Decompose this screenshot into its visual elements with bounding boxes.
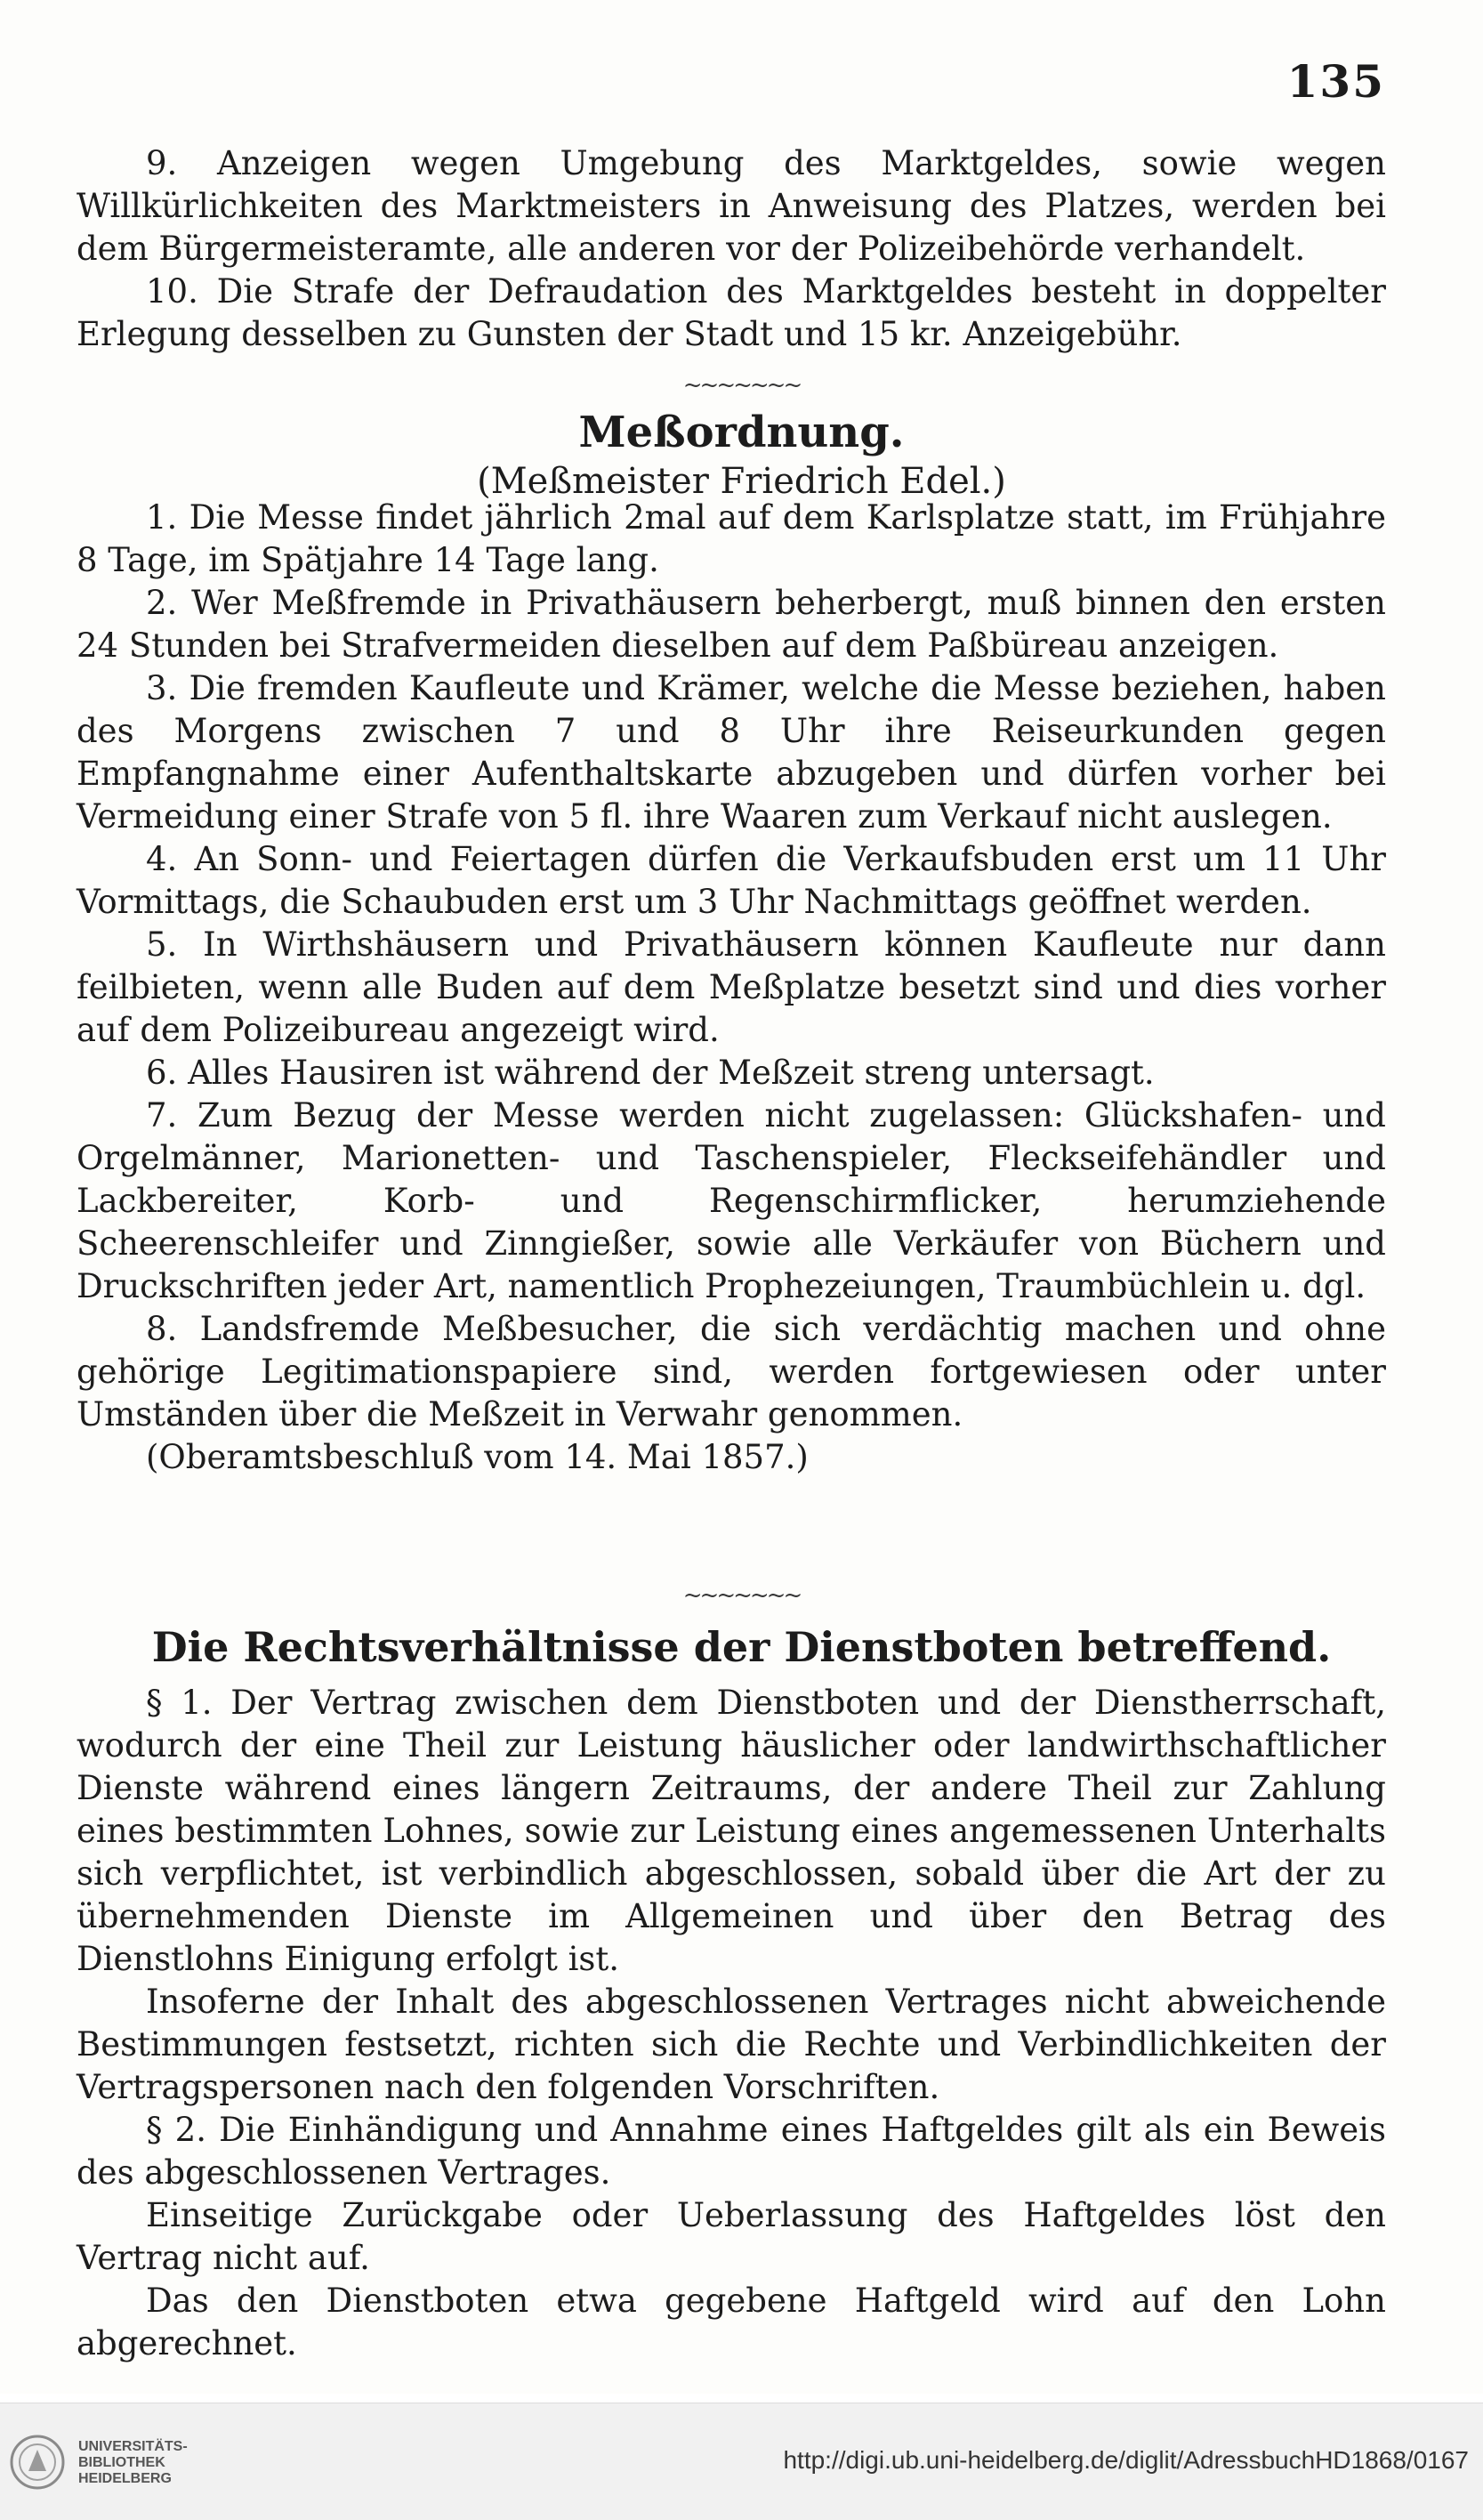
library-line: HEIDELBERG: [78, 2471, 172, 2486]
market-fee-paragraph-10: 10. Die Strafe der Defraudation des Marktgeldes besteht in doppelter Erlegung desselben zu Gunsten der Stadt und 15 kr. Anzeigebühr.: [77, 272, 1386, 353]
fair-rule-paragraph: 4. An Sonn- und Feiertagen dürfen die Verkaufsbuden erst um 11 Uhr Vormittags, die Schaubuden erst um 3 Uhr Nachmittags geöffnet werden.: [77, 840, 1386, 921]
fair-rules-closing: (Oberamtsbeschluß vom 14. Mai 1857.): [146, 1438, 809, 1476]
servants-paragraph: § 1. Der Vertrag zwischen dem Dienstboten und der Dienstherrschaft, wodurch der eine Theil zur Leistung häuslicher oder landwirthschaftlicher Dienste während eines längern Zeitraums, der andere Theil zur Zahlung eines bestimmten Lohnes, sowie zur Leistung eines angemessenen Unterhalts sich verpflichtet, ist verbindlich abgeschlossen, sobald über die Art der zu übernehmenden Dienste im Allgemeinen und über den Betrag des Dienstlohns Einigung erfolgt ist.: [77, 1684, 1386, 1978]
source-url-link[interactable]: http://digi.ub.uni-heidelberg.de/diglit/AdressbuchHD1868/0167: [783, 2446, 1469, 2474]
fair-rules-section: [77, 497, 1386, 1479]
page-number: 135: [1286, 55, 1385, 108]
fair-rule-paragraph: 7. Zum Bezug der Messe werden nicht zugelassen: Glückshafen- und Orgelmänner, Marionetten- und Taschenspieler, Fleckseifehändler und Lackbereiter, Korb- und Regenschirmflicker, herumziehende Scheerenschleifer und Zinngießer, sowie alle Verkäufer von Büchern und Druckschriften jeder Art, namentlich Prophezeiungen, Traumbüchlein u. dgl.: [77, 1096, 1386, 1305]
market-fee-paragraph-9: 9. Anzeigen wegen Umgebung des Marktgeldes, sowie wegen Willkürlichkeiten des Marktmeisters in Anweisung des Platzes, werden bei dem Bürgermeisteramte, alle anderen vor der Polizeibehörde verhandelt.: [77, 144, 1386, 268]
fair-rule-paragraph: 1. Die Messe findet jährlich 2mal auf dem Karlsplatze statt, im Frühjahre 8 Tage, im Spätjahre 14 Tage lang.: [77, 498, 1386, 579]
section-separator: ~~~~~~~: [682, 1582, 801, 1609]
fair-rule-paragraph: 8. Landsfremde Meßbesucher, die sich verdächtig machen und ohne gehörige Legitimationspapiere sind, werden fortgewiesen oder unter Umständen über die Meßzeit in Verwahr genommen.: [77, 1310, 1386, 1434]
servants-paragraph: § 2. Die Einhändigung und Annahme eines Haftgeldes gilt als ein Beweis des abgeschlossenen Vertrages.: [77, 2111, 1386, 2192]
fair-rule-paragraph: 2. Wer Meßfremde in Privathäusern beherbergt, muß binnen den ersten 24 Stunden bei Strafvermeiden dieselben auf dem Paßbüreau anzeigen.: [77, 584, 1386, 665]
servants-paragraph: Insoferne der Inhalt des abgeschlossenen Vertrages nicht abweichende Bestimmungen festsetzt, richten sich die Rechte und Verbindlichkeiten der Vertragspersonen nach den folgenden Vorschriften.: [77, 1983, 1386, 2106]
servants-paragraph: Einseitige Zurückgabe oder Ueberlassung des Haftgeldes löst den Vertrag nicht auf.: [77, 2196, 1386, 2277]
university-seal-icon: [9, 2434, 66, 2491]
library-logo-text: [78, 2439, 188, 2487]
fair-rules-subtitle: (Meßmeister Friedrich Edel.): [477, 461, 1006, 502]
servants-paragraph: Das den Dienstboten etwa gegebene Haftgeld wird auf den Lohn abgerechnet.: [77, 2282, 1386, 2362]
footer-bar: [0, 2403, 1483, 2520]
servants-heading: Die Rechtsverhältnisse der Dienstboten betreffend.: [151, 1623, 1332, 1671]
library-line: BIBLIOTHEK: [78, 2455, 165, 2470]
fair-rule-paragraph: 6. Alles Hausiren ist während der Meßzeit streng untersagt.: [146, 1054, 1155, 1092]
section-separator: ~~~~~~~: [682, 372, 801, 399]
servants-section: [77, 1682, 1386, 2365]
fair-rule-paragraph: 3. Die fremden Kaufleute und Krämer, welche die Messe beziehen, haben des Morgens zwischen 7 und 8 Uhr ihre Reiseurkunden gegen Empfangnahme einer Aufenthaltskarte abzugeben und dürfen vorher bei Vermeidung einer Strafe von 5 fl. ihre Waaren zum Verkauf nicht auslegen.: [77, 669, 1386, 836]
fair-rule-paragraph: 5. In Wirthshäusern und Privathäusern können Kaufleute nur dann feilbieten, wenn alle Buden auf dem Meßplatze besetzt sind und dies vorher auf dem Polizeibureau angezeigt wird.: [77, 925, 1386, 1049]
library-line: UNIVERSITÄTS-: [78, 2439, 188, 2454]
market-fee-section: [77, 142, 1386, 356]
fair-rules-heading: Meßordnung.: [578, 408, 905, 457]
